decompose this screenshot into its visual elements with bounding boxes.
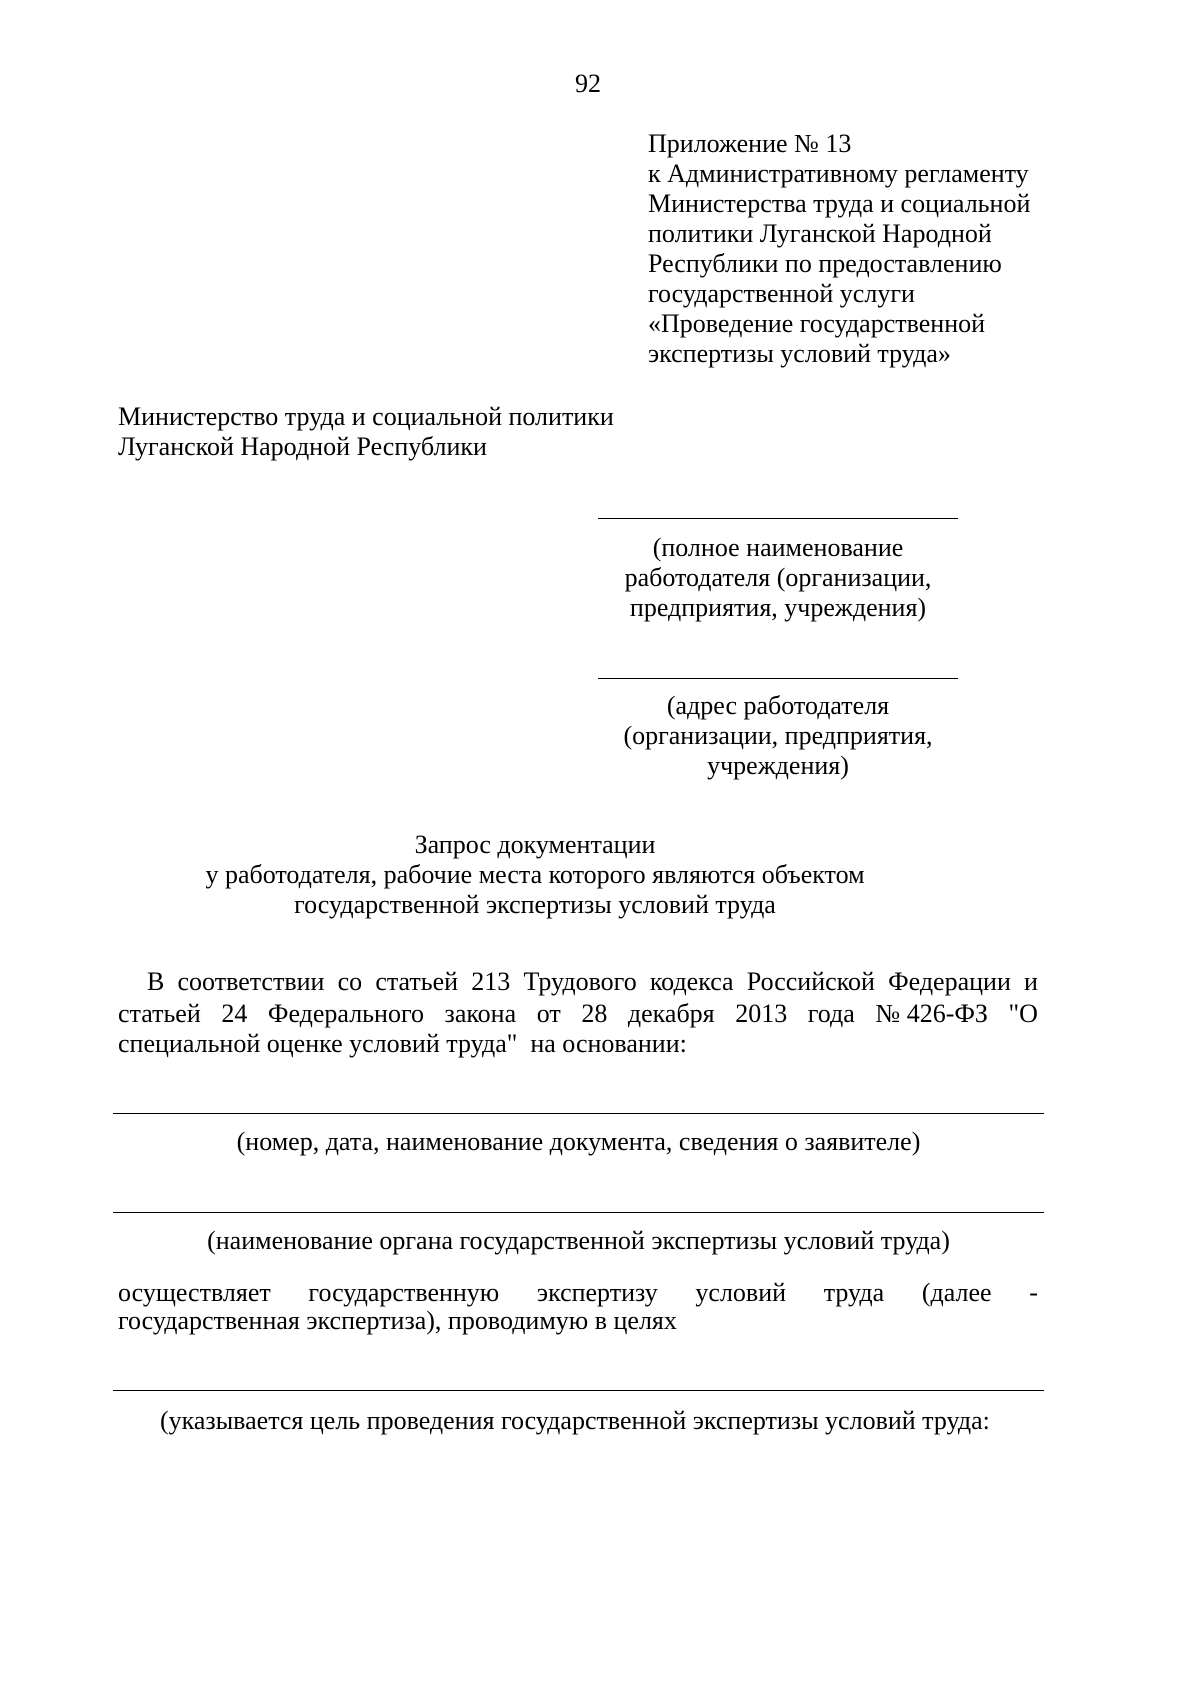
word: "О [1008,999,1038,1028]
authority-field-line [113,1212,1044,1213]
employer-address-field-line [598,678,958,679]
word: Федерального [267,999,424,1028]
authority-hint: (наименование органа государственной экспертизы условий труда) [207,1226,950,1255]
word: соответствии [177,967,325,996]
word: № 426-ФЗ [875,999,988,1028]
word: 28 [581,999,608,1028]
document-info-hint: (номер, дата, наименование документа, сведения о заявителе) [236,1127,921,1156]
word: осуществляет [118,1278,271,1307]
appendix-line: Республики по предоставлению [648,249,1002,278]
word: 2013 [735,999,788,1028]
employer-address-hint-line: (организации, предприятия, [623,721,933,750]
page-number: 92 [575,69,601,98]
word: Российской [746,967,875,996]
addressee-line: Министерство труда и социальной политики [118,402,614,431]
word: со [337,967,363,996]
word: труда [823,1278,885,1307]
word: статьей [375,967,459,996]
document-info-field-line [113,1113,1044,1114]
appendix-line: Министерства труда и социальной [648,189,1031,218]
word: Федерации [888,967,1011,996]
word: 24 [221,999,248,1028]
word: Трудового [523,967,637,996]
appendix-line: к Административному регламенту [648,159,1029,188]
appendix-line: «Проведение государственной [648,309,986,338]
word: 213 [471,967,511,996]
appendix-line: политики Луганской Народной [648,219,992,248]
word: государственную [308,1278,500,1307]
appendix-line: экспертизы условий труда» [648,339,951,368]
purpose-field-line [113,1390,1044,1391]
employer-address-hint-line: (адрес работодателя [666,691,890,720]
title-line: Запрос документации [414,830,656,859]
word: закона [444,999,517,1028]
purpose-hint: (указывается цель проведения государственной экспертизы условий труда: [160,1406,990,1435]
word: и [1024,967,1038,996]
paragraph-1-line-2 [118,996,1038,1031]
appendix-line: государственной услуги [648,279,915,308]
word: декабря [627,999,715,1028]
title-line: у работодателя, рабочие места которого являются объектом [205,860,865,889]
word: кодекса [649,967,734,996]
paragraph-2-line-2: государственная экспертиза), проводимую в целях [118,1306,677,1335]
employer-address-hint-line: учреждения) [707,751,849,780]
paragraph-1-line-1 [147,964,1038,999]
word: от [536,999,561,1028]
appendix-line: Приложение № 13 [648,129,852,158]
employer-name-hint-line: (полное наименование [652,533,904,562]
employer-name-hint-line: работодателя (организации, [624,563,932,592]
word: (далее [921,1278,992,1307]
word: года [807,999,855,1028]
paragraph-1-line-3: специальной оценке условий труда" на основании: [118,1029,687,1058]
word: условий [695,1278,787,1307]
employer-name-hint-line: предприятия, учреждения) [629,593,927,622]
word: экспертизу [536,1278,658,1307]
word: статьей [118,999,201,1028]
word: В [147,967,165,996]
title-line: государственной экспертизы условий труда [294,890,776,919]
employer-name-field-line [598,518,958,519]
word: - [1029,1278,1038,1307]
addressee-line: Луганской Народной Республики [118,432,487,461]
